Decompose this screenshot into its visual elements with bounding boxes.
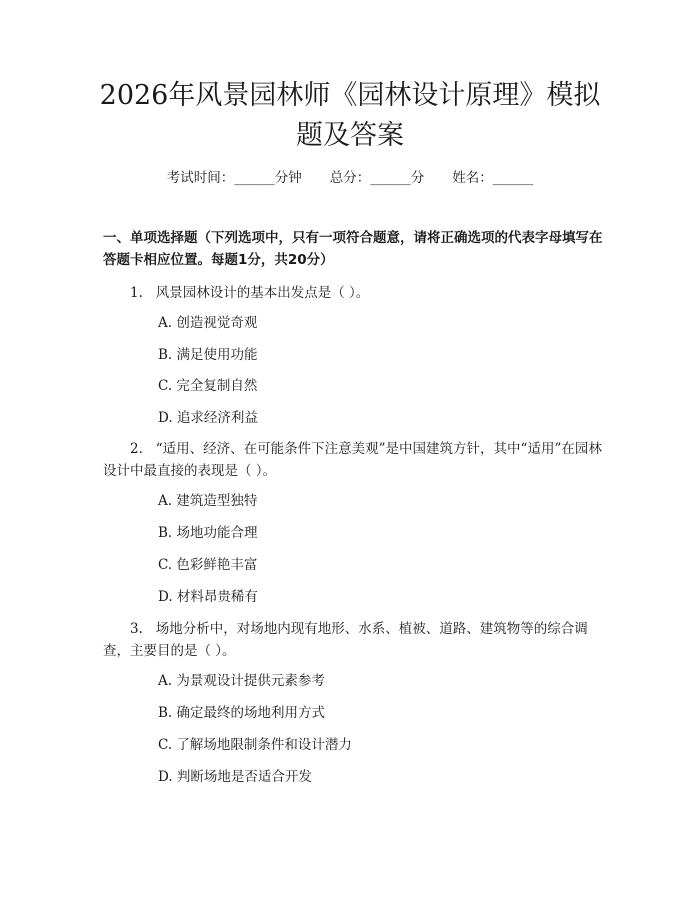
question-3-stem: 3. 场地分析中，对场地内现有地形、水系、植被、道路、建筑物等的综合调查，主要目的是（ ）。 <box>103 621 588 659</box>
total-score-label: 总分：______分 <box>329 170 425 186</box>
question-2-stem: 2. “适用、经济、在可能条件下注意美观”是中国建筑方针，其中“适用”在园林设计中最直接的表现是（ ）。 <box>103 441 602 479</box>
question-1-option-d: D. 追求经济利益 <box>158 410 258 426</box>
section-heading: 一、单项选择题（下列选项中，只有一项符合题意，请将正确选项的代表字母填写在答题卡相应位置。每题1分，共20分） <box>103 230 603 268</box>
question-1-option-b: B. 满足使用功能 <box>158 347 258 363</box>
question-2-option-c: C. 色彩鲜艳丰富 <box>158 557 258 573</box>
question-2-option-d: D. 材料昂贵稀有 <box>158 589 258 605</box>
question-3-option-c: C. 了解场地限制条件和设计潜力 <box>158 737 352 753</box>
question-1-option-a: A. 创造视觉奇观 <box>158 315 258 331</box>
student-name-label: 姓名：______ <box>452 170 534 186</box>
exam-meta <box>0 168 700 188</box>
question-3-option-b: B. 确定最终的场地利用方式 <box>158 705 326 721</box>
document-title: 2026年风景园林师《园林设计原理》模拟题及答案 <box>99 80 601 151</box>
question-2-option-b: B. 场地功能合理 <box>158 525 258 541</box>
question-3-option-a: A. 为景观设计提供元素参考 <box>158 673 325 689</box>
question-3-option-d: D. 判断场地是否适合开发 <box>158 769 312 785</box>
question-1-stem: 1. 风景园林设计的基本出发点是（ ）。 <box>130 285 370 301</box>
question-1-option-c: C. 完全复制自然 <box>158 378 258 394</box>
exam-time-label: 考试时间：______分钟 <box>166 170 302 186</box>
question-2-option-a: A. 建筑造型独特 <box>158 493 258 509</box>
